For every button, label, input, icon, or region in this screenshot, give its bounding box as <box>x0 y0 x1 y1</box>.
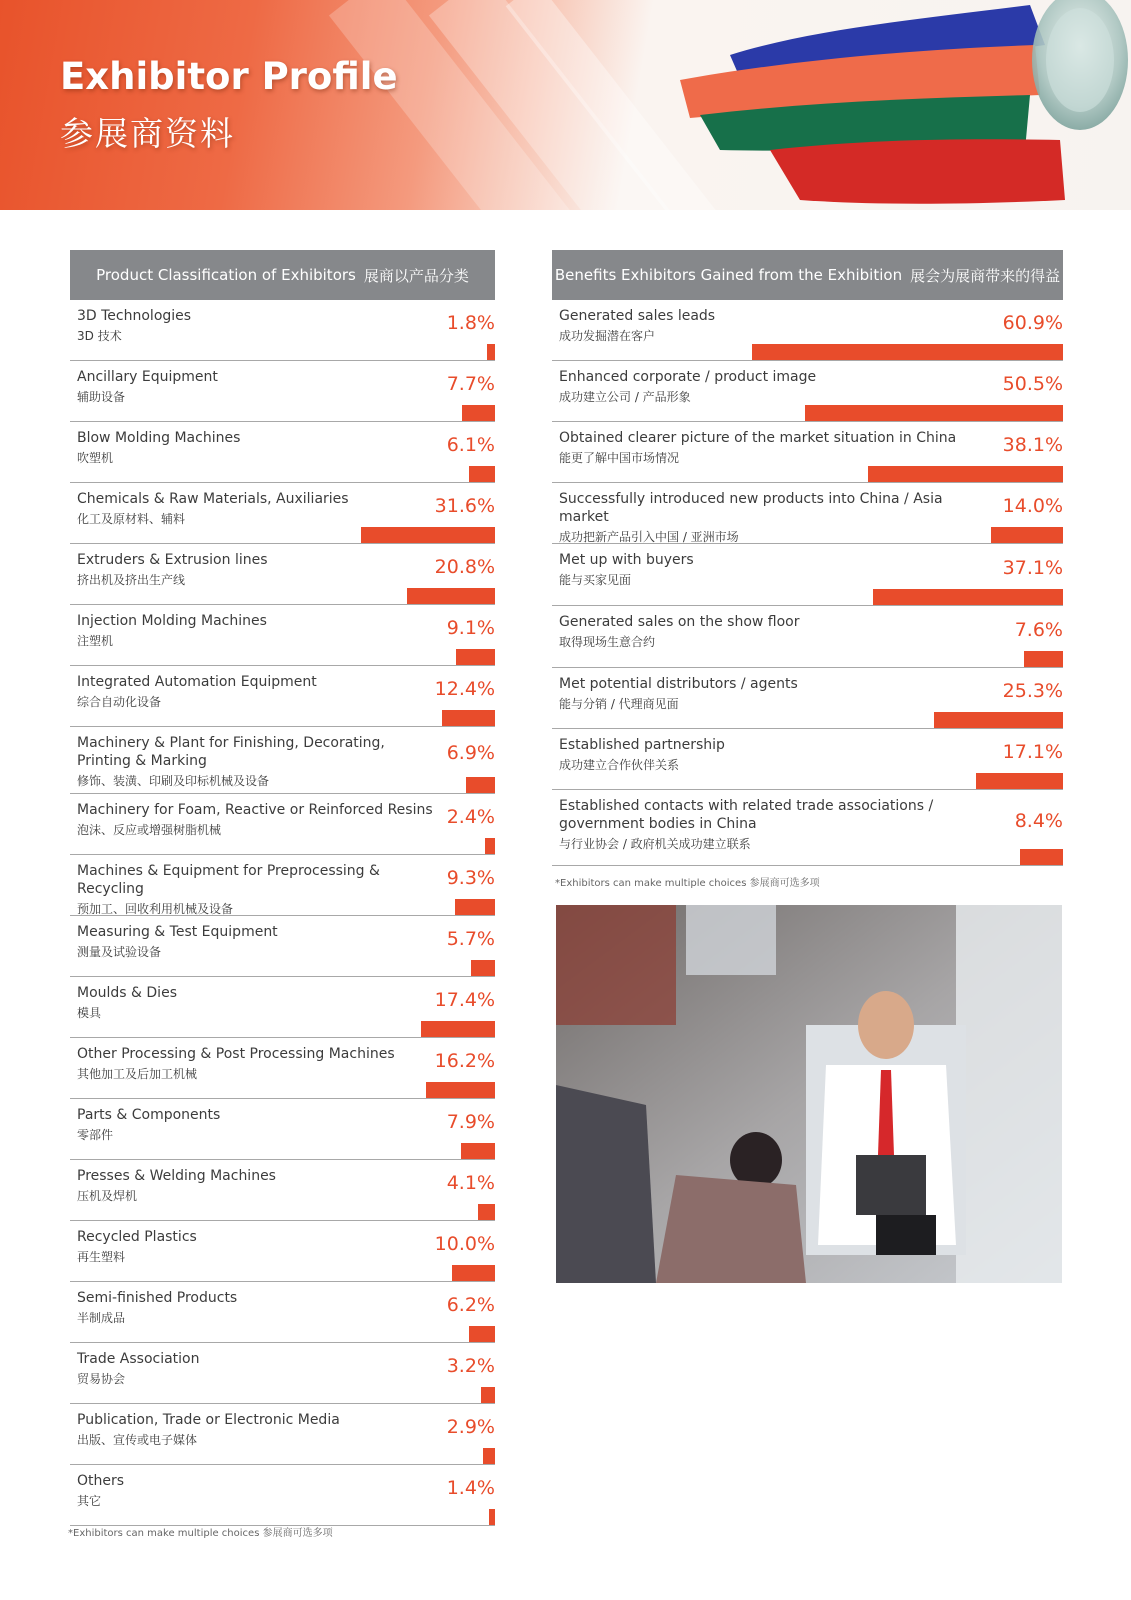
list-item <box>552 300 1063 361</box>
item-label <box>77 862 442 918</box>
percentage-bar <box>407 588 495 604</box>
percentage-bar <box>461 1143 495 1159</box>
list-item <box>552 422 1063 483</box>
percentage-label: 50.5% <box>1002 373 1063 395</box>
percentage-bar <box>481 1387 495 1403</box>
percentage-label: 6.2% <box>446 1294 495 1316</box>
item-label-en: Blow Molding Machines <box>77 430 241 446</box>
item-label-en: Trade Association <box>77 1351 200 1367</box>
list-item <box>552 544 1063 606</box>
percentage-bar <box>426 1082 495 1098</box>
item-label <box>77 551 268 589</box>
list-item <box>70 1404 495 1465</box>
item-label-en: Obtained clearer picture of the market situation in China <box>559 430 957 446</box>
item-label-en: Met up with buyers <box>559 552 694 568</box>
item-label-en: Met potential distributors / agents <box>559 676 798 692</box>
item-label-cn: 测量及试验设备 <box>77 945 162 959</box>
percentage-bar <box>466 777 495 793</box>
item-label-cn: 压机及焊机 <box>77 1189 138 1203</box>
item-label <box>77 1411 340 1449</box>
item-label <box>559 736 725 774</box>
panel-title: Benefits Exhibitors Gained from the Exhibition <box>554 266 903 284</box>
list-item <box>70 1160 495 1221</box>
benefits-panel <box>552 250 1063 866</box>
item-label-en: Parts & Components <box>77 1107 221 1123</box>
percentage-bar <box>442 710 495 726</box>
item-label-cn: 其他加工及后加工机械 <box>77 1067 198 1081</box>
item-label-cn: 成功建立公司 / 产品形象 <box>559 390 691 404</box>
item-label-en: Machines & Equipment for Preprocessing & Recycling <box>77 863 380 897</box>
item-label-cn: 模具 <box>77 1006 102 1020</box>
item-label-cn: 修饰、装潢、印刷及印标机械及设备 <box>77 774 270 788</box>
percentage-label: 7.9% <box>446 1111 495 1133</box>
panel-header <box>552 250 1063 300</box>
list-item <box>70 1099 495 1160</box>
panel-header <box>70 250 495 300</box>
item-label-cn: 出版、宣传或电子媒体 <box>77 1433 198 1447</box>
item-label <box>77 490 349 528</box>
item-label <box>559 429 956 467</box>
item-label-en: 3D Technologies <box>77 308 192 324</box>
item-label-cn: 预加工、回收利用机械及设备 <box>77 902 234 916</box>
percentage-label: 60.9% <box>1002 312 1063 334</box>
percentage-label: 6.1% <box>446 434 495 456</box>
percentage-label: 9.3% <box>446 867 495 889</box>
item-label-en: Publication, Trade or Electronic Media <box>77 1412 340 1428</box>
item-label <box>77 801 433 839</box>
list-item <box>70 544 495 605</box>
item-label <box>77 307 191 345</box>
item-label-cn: 成功发掘潜在客户 <box>559 329 656 343</box>
panel-title-cn: 展会为展商带来的得益 <box>910 266 1061 285</box>
item-label-cn: 吹塑机 <box>77 451 114 465</box>
item-label-cn: 其它 <box>77 1494 102 1508</box>
item-label-cn: 半制成品 <box>77 1311 126 1325</box>
percentage-label: 25.3% <box>1002 680 1063 702</box>
header-banner <box>0 0 1131 210</box>
list-item <box>552 361 1063 422</box>
item-label-en: Ancillary Equipment <box>77 369 218 385</box>
item-label <box>77 1106 220 1144</box>
item-label-en: Recycled Plastics <box>77 1229 197 1245</box>
item-label <box>77 1167 276 1205</box>
item-label-cn: 再生塑料 <box>77 1250 126 1264</box>
percentage-bar <box>469 1326 495 1342</box>
percentage-label: 4.1% <box>446 1172 495 1194</box>
page-title: Exhibitor Profile <box>60 55 398 98</box>
percentage-label: 10.0% <box>434 1233 495 1255</box>
percentage-bar <box>421 1021 495 1037</box>
percentage-bar <box>478 1204 495 1220</box>
item-label-cn: 取得现场生意合约 <box>559 635 656 649</box>
percentage-bar <box>991 527 1063 543</box>
item-label-cn: 能与买家见面 <box>559 573 632 587</box>
percentage-label: 31.6% <box>434 495 495 517</box>
item-label <box>559 368 816 406</box>
item-label-en: Others <box>77 1473 125 1489</box>
list-item <box>70 977 495 1038</box>
list-item <box>70 855 495 916</box>
item-label-cn: 化工及原材料、辅料 <box>77 512 186 526</box>
panel-title-cn: 展商以产品分类 <box>363 266 469 285</box>
list-item <box>552 729 1063 790</box>
list-item <box>70 1282 495 1343</box>
item-label <box>77 1472 124 1510</box>
list-item <box>70 916 495 977</box>
item-label <box>77 984 177 1022</box>
item-label-en: Chemicals & Raw Materials, Auxiliaries <box>77 491 349 507</box>
footnote: *Exhibitors can make multiple choices 参展商可选多项 <box>555 878 820 889</box>
percentage-bar <box>976 773 1063 789</box>
percentage-label: 17.1% <box>1002 741 1063 763</box>
item-label-cn: 综合自动化设备 <box>77 695 162 709</box>
item-label <box>77 429 240 467</box>
percentage-bar <box>1020 849 1063 865</box>
item-label-cn: 与行业协会 / 政府机关成功建立联系 <box>559 837 751 851</box>
item-label-cn: 注塑机 <box>77 634 114 648</box>
classification-list <box>70 300 495 1526</box>
item-label-cn: 辅助设备 <box>77 390 126 404</box>
list-item <box>70 605 495 666</box>
percentage-label: 17.4% <box>434 989 495 1011</box>
list-item <box>70 361 495 422</box>
item-label <box>77 1228 197 1266</box>
percentage-bar <box>868 466 1063 482</box>
percentage-label: 12.4% <box>434 678 495 700</box>
item-label-en: Extruders & Extrusion lines <box>77 552 268 568</box>
list-item <box>552 483 1063 544</box>
product-classification-panel <box>70 250 495 1526</box>
percentage-label: 37.1% <box>1002 557 1063 579</box>
list-item <box>70 666 495 727</box>
item-label <box>77 1289 237 1327</box>
list-item <box>70 300 495 361</box>
item-label-cn: 能更了解中国市场情况 <box>559 451 680 465</box>
percentage-label: 20.8% <box>434 556 495 578</box>
percentage-label: 14.0% <box>1002 495 1063 517</box>
item-label-en: Successfully introduced new products into China / Asia market <box>559 491 943 525</box>
list-item <box>70 794 495 855</box>
list-item <box>70 1343 495 1404</box>
item-label-cn: 挤出机及挤出生产线 <box>77 573 186 587</box>
percentage-label: 7.7% <box>446 373 495 395</box>
percentage-bar <box>455 899 495 915</box>
item-label <box>559 675 798 713</box>
percentage-label: 5.7% <box>446 928 495 950</box>
list-item <box>70 483 495 544</box>
item-label-cn: 成功建立合作伙伴关系 <box>559 758 680 772</box>
item-label-en: Established contacts with related trade associations / government bodies in China <box>559 798 934 832</box>
item-label-en: Machinery & Plant for Finishing, Decorating, Printing & Marking <box>77 735 385 769</box>
footnote: *Exhibitors can make multiple choices 参展商可选多项 <box>68 1528 333 1539</box>
percentage-bar <box>805 405 1063 421</box>
list-item <box>552 668 1063 729</box>
percentage-label: 16.2% <box>434 1050 495 1072</box>
percentage-bar <box>361 527 495 543</box>
item-label <box>77 1350 200 1388</box>
item-label <box>77 923 278 961</box>
item-label <box>77 734 442 790</box>
list-item <box>552 790 1063 866</box>
list-item <box>70 1221 495 1282</box>
item-label-en: Integrated Automation Equipment <box>77 674 317 690</box>
list-item <box>70 1038 495 1099</box>
percentage-label: 1.8% <box>446 312 495 334</box>
item-label <box>559 551 694 589</box>
percentage-bar <box>469 466 495 482</box>
percentage-label: 2.4% <box>446 806 495 828</box>
panel-title: Product Classification of Exhibitors <box>96 266 356 284</box>
item-label-en: Moulds & Dies <box>77 985 177 1001</box>
item-label <box>559 613 800 651</box>
item-label-cn: 零部件 <box>77 1128 114 1142</box>
item-label-en: Semi-finished Products <box>77 1290 238 1306</box>
item-label <box>77 1045 395 1083</box>
item-label-en: Presses & Welding Machines <box>77 1168 276 1184</box>
item-label <box>559 797 979 853</box>
percentage-bar <box>462 405 495 421</box>
item-label <box>77 673 317 711</box>
percentage-bar <box>1024 651 1063 667</box>
item-label-en: Injection Molding Machines <box>77 613 267 629</box>
percentage-bar <box>487 344 495 360</box>
percentage-bar <box>456 649 495 665</box>
percentage-label: 2.9% <box>446 1416 495 1438</box>
percentage-label: 6.9% <box>446 742 495 764</box>
percentage-bar <box>452 1265 495 1281</box>
percentage-label: 8.4% <box>1014 810 1063 832</box>
item-label-cn: 贸易协会 <box>77 1372 126 1386</box>
percentage-bar <box>471 960 495 976</box>
item-label-cn: 泡沫、反应或增强树脂机械 <box>77 823 222 837</box>
item-label-en: Generated sales on the show floor <box>559 614 800 630</box>
list-item <box>70 1465 495 1526</box>
plastic-pellets-image <box>640 0 1131 210</box>
item-label-cn: 能与分销 / 代理商见面 <box>559 697 679 711</box>
item-label-en: Measuring & Test Equipment <box>77 924 278 940</box>
percentage-bar <box>934 712 1063 728</box>
item-label <box>77 368 218 406</box>
item-label-en: Other Processing & Post Processing Machines <box>77 1046 395 1062</box>
list-item <box>70 727 495 794</box>
item-label <box>559 307 715 345</box>
percentage-label: 7.6% <box>1014 619 1063 641</box>
percentage-bar <box>752 344 1063 360</box>
list-item <box>552 606 1063 668</box>
percentage-bar <box>873 589 1063 605</box>
item-label <box>77 612 267 650</box>
item-label-en: Generated sales leads <box>559 308 716 324</box>
exhibition-photo <box>556 905 1062 1283</box>
item-label-en: Enhanced corporate / product image <box>559 369 817 385</box>
item-label-en: Established partnership <box>559 737 725 753</box>
percentage-bar <box>485 838 495 854</box>
item-label-en: Machinery for Foam, Reactive or Reinforced Resins <box>77 802 433 818</box>
percentage-label: 38.1% <box>1002 434 1063 456</box>
benefits-list <box>552 300 1063 866</box>
percentage-label: 1.4% <box>446 1477 495 1499</box>
item-label <box>559 490 979 546</box>
percentage-bar <box>483 1448 495 1464</box>
page-title-cn: 参展商资料 <box>60 114 235 153</box>
percentage-bar <box>489 1509 495 1525</box>
percentage-label: 3.2% <box>446 1355 495 1377</box>
list-item <box>70 422 495 483</box>
item-label-cn: 3D 技术 <box>77 329 122 343</box>
item-label-cn: 成功把新产品引入中国 / 亚洲市场 <box>559 530 739 544</box>
percentage-label: 9.1% <box>446 617 495 639</box>
